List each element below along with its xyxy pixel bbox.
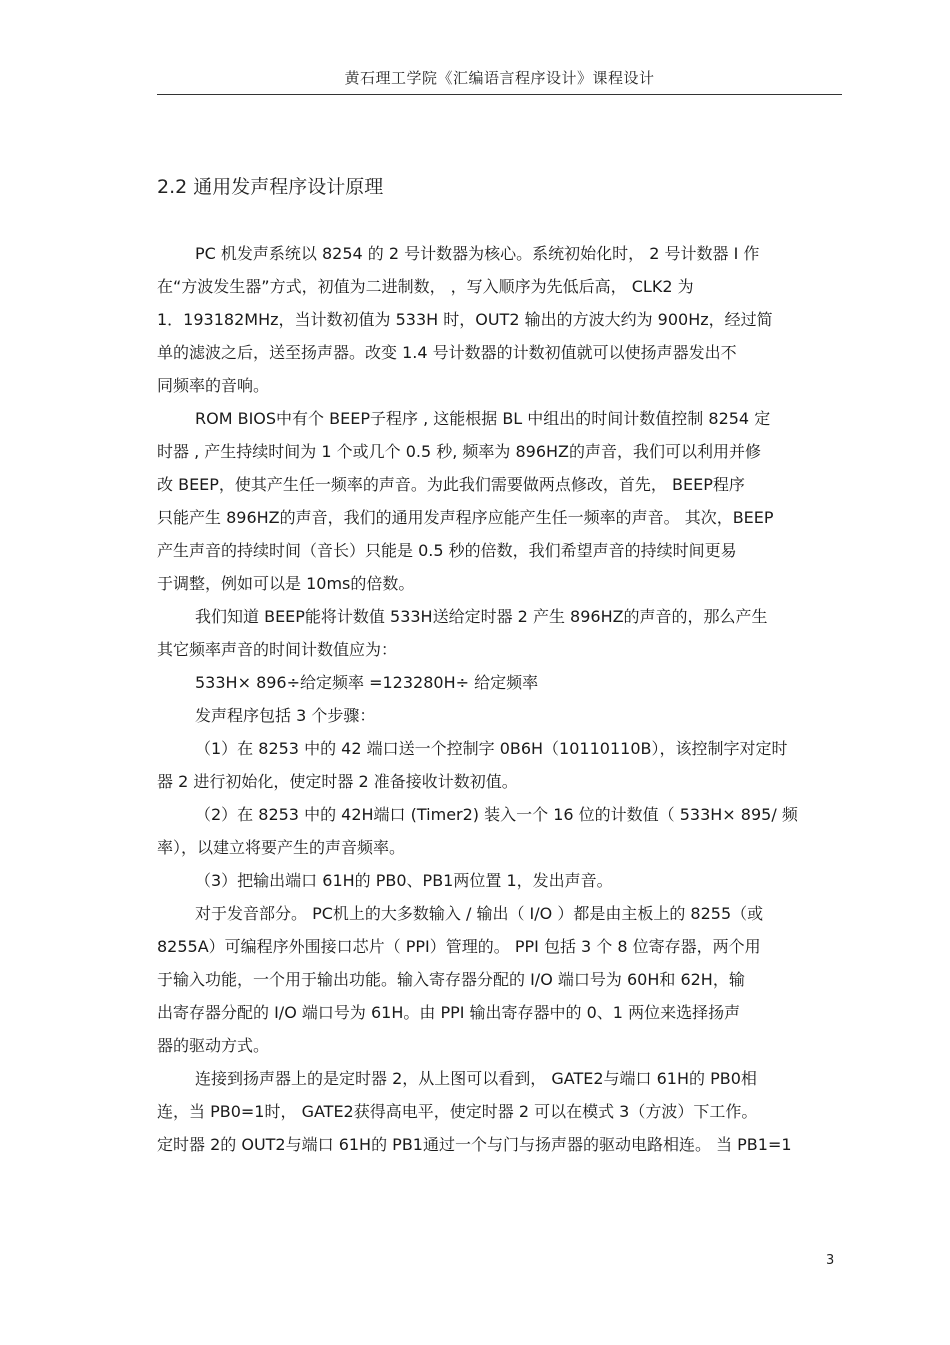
- text-line: 器的驱动方式。: [157, 1036, 270, 1055]
- text-line: 发声程序包括 3 个步骤：: [195, 706, 376, 725]
- text-line: 其它频率声音的时间计数值应为：: [157, 640, 398, 659]
- text-line: 时器 , 产生持续时间为 1 个或几个 0.5 秒, 频率为 896HZ的声音，我们可以利用并修: [157, 442, 762, 461]
- text-line: 率），以建立将要产生的声音频率。: [157, 838, 406, 857]
- text-line: （1）在 8253 中的 42 端口送一个控制字 0B6H（10110110B），该控制字对定时: [195, 739, 788, 758]
- text-line: 单的滤波之后，送至扬声器。改变 1.4 号计数器的计数初值就可以使扬声器发出不: [157, 343, 737, 362]
- text-line: 1．193182MHz，当计数初值为 533H 时，OUT2 输出的方波大约为 900Hz，经过简: [157, 310, 773, 329]
- text-line: 定时器 2的 OUT2与端口 61H的 PB1通过一个与门与扬声器的驱动电路相连。 当 PB1=1: [157, 1135, 792, 1154]
- body-text: [157, 237, 845, 1161]
- text-line: 8255A）可编程序外围接口芯片（ PPI）管理的。 PPI 包括 3 个 8 位寄存器，两个用: [157, 937, 761, 956]
- text-line: PC 机发声系统以 8254 的 2 号计数器为核心。系统初始化时， 2 号计数器 I 作: [195, 244, 760, 263]
- page-number: 3: [826, 1253, 835, 1268]
- text-line: 连，当 PB0=1时， GATE2获得高电平，使定时器 2 可以在模式 3（方波）下工作。: [157, 1102, 758, 1121]
- section-title: 2.2 通用发声程序设计原理: [157, 176, 384, 198]
- text-line: 产生声音的持续时间（音长）只能是 0.5 秒的倍数，我们希望声音的持续时间更易: [157, 541, 737, 560]
- text-line: 出寄存器分配的 I/O 端口号为 61H。由 PPI 输出寄存器中的 0、1 两位来选择扬声: [157, 1003, 741, 1022]
- text-line: 连接到扬声器上的是定时器 2，从上图可以看到， GATE2与端口 61H的 PB0相: [195, 1069, 757, 1088]
- text-line: 于调整，例如可以是 10ms的倍数。: [157, 574, 415, 593]
- header-rule: [157, 94, 842, 95]
- text-line: 533H× 896÷给定频率 =123280H÷ 给定频率: [195, 673, 539, 692]
- running-header: 黄石理工学院《汇编语言程序设计》课程设计: [344, 69, 655, 87]
- text-line: （2）在 8253 中的 42H端口 (Timer2) 装入一个 16 位的计数值（ 533H× 895/ 频: [195, 805, 798, 824]
- text-line: 改 BEEP，使其产生任一频率的声音。为此我们需要做两点修改，首先， BEEP程序: [157, 475, 745, 494]
- text-line: 只能产生 896HZ的声音，我们的通用发声程序应能产生任一频率的声音。 其次，BEEP: [157, 508, 774, 527]
- text-line: 同频率的音响。: [157, 376, 270, 395]
- text-line: 于输入功能，一个用于输出功能。输入寄存器分配的 I/O 端口号为 60H和 62H，输: [157, 970, 745, 989]
- text-line: 在“方波发生器”方式，初值为二进制数， ，写入顺序为先低后高， CLK2 为: [157, 277, 694, 296]
- text-line: 我们知道 BEEP能将计数值 533H送给定时器 2 产生 896HZ的声音的，那么产生: [195, 607, 768, 626]
- text-line: ROM BIOS中有个 BEEP子程序 , 这能根据 BL 中组出的时间计数值控制 8254 定: [195, 409, 771, 428]
- text-line: 器 2 进行初始化，使定时器 2 准备接收计数初值。: [157, 772, 518, 791]
- text-line: （3）把输出端口 61H的 PB0、PB1两位置 1，发出声音。: [195, 871, 613, 890]
- text-line: 对于发音部分。 PC机上的大多数输入 / 输出（ I/O ）都是由主板上的 8255（或: [195, 904, 764, 923]
